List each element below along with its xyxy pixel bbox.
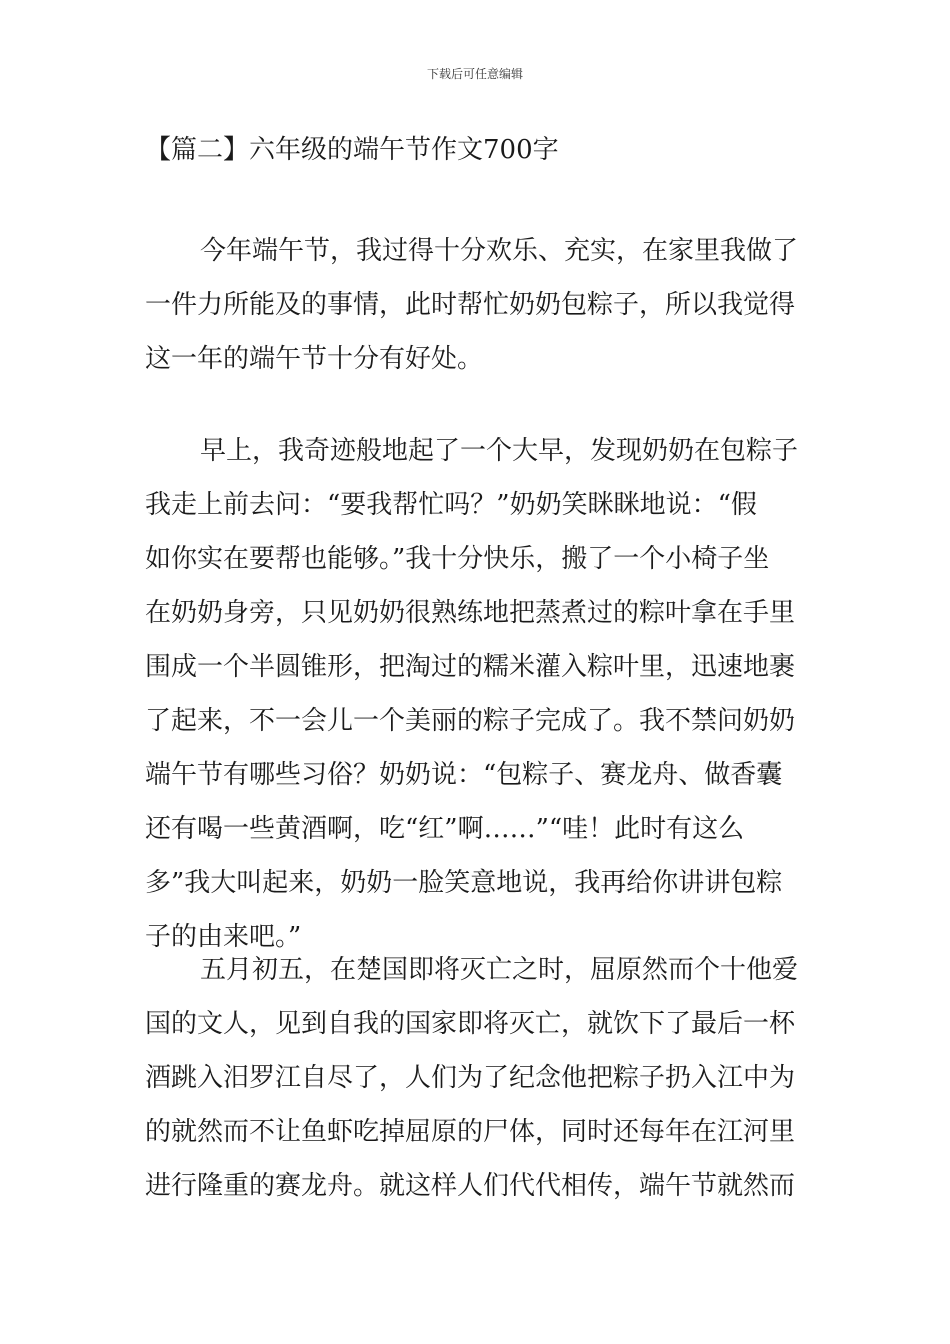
paragraph-line: 我走上前去问：“要我帮忙吗？”奶奶笑眯眯地说：“假	[145, 490, 757, 520]
paragraph-1	[145, 224, 825, 386]
paragraph-3	[145, 943, 825, 1213]
paragraph-line: 酒跳入汨罗江自尽了，人们为了纪念他把粽子扔入江中为	[145, 1063, 796, 1093]
paragraph-line: 今年端午节，我过得十分欢乐、充实，在家里我做了	[200, 236, 799, 266]
paragraph-2	[145, 424, 825, 964]
paragraph-line: 如你实在要帮也能够。”我十分快乐，搬了一个小椅子坐	[145, 544, 770, 574]
paragraph-line: 一件力所能及的事情，此时帮忙奶奶包粽子，所以我觉得	[145, 290, 796, 320]
paragraph-line: 国的文人，见到自我的国家即将灭亡，就饮下了最后一杯	[145, 1009, 796, 1039]
paragraph-line: 在奶奶身旁，只见奶奶很熟练地把蒸煮过的粽叶拿在手里	[145, 598, 796, 628]
page-header-note: 下载后可任意编辑	[426, 67, 523, 81]
paragraph-line: 的就然而不让鱼虾吃掉屈原的尸体，同时还每年在江河里	[145, 1117, 796, 1147]
paragraph-line: 多”我大叫起来，奶奶一脸笑意地说，我再给你讲讲包粽	[145, 868, 783, 898]
paragraph-line: 进行隆重的赛龙舟。就这样人们代代相传，端午节就然而	[145, 1171, 796, 1201]
paragraph-line: 了起来，不一会儿一个美丽的粽子完成了。我不禁问奶奶	[145, 706, 796, 736]
paragraph-line: 围成一个半圆锥形，把淘过的糯米灌入粽叶里，迅速地裹	[145, 652, 796, 682]
paragraph-line: 五月初五，在楚国即将灭亡之时，屈原然而个十他爱	[200, 955, 799, 985]
paragraph-line: 早上，我奇迹般地起了一个大早，发现奶奶在包粽子	[200, 436, 799, 466]
paragraph-line: 端午节有哪些习俗？奶奶说：“包粽子、赛龙舟、做香囊	[145, 760, 783, 790]
paragraph-line: 这一年的端午节十分有好处。	[145, 344, 484, 374]
paragraph-line: 还有喝一些黄酒啊，吃“红”啊……”“哇！此时有这么	[145, 814, 745, 844]
paragraph-line: 子的由来吧。”	[145, 922, 302, 952]
document-title: 【篇二】六年级的端午节作文700字	[145, 135, 559, 165]
